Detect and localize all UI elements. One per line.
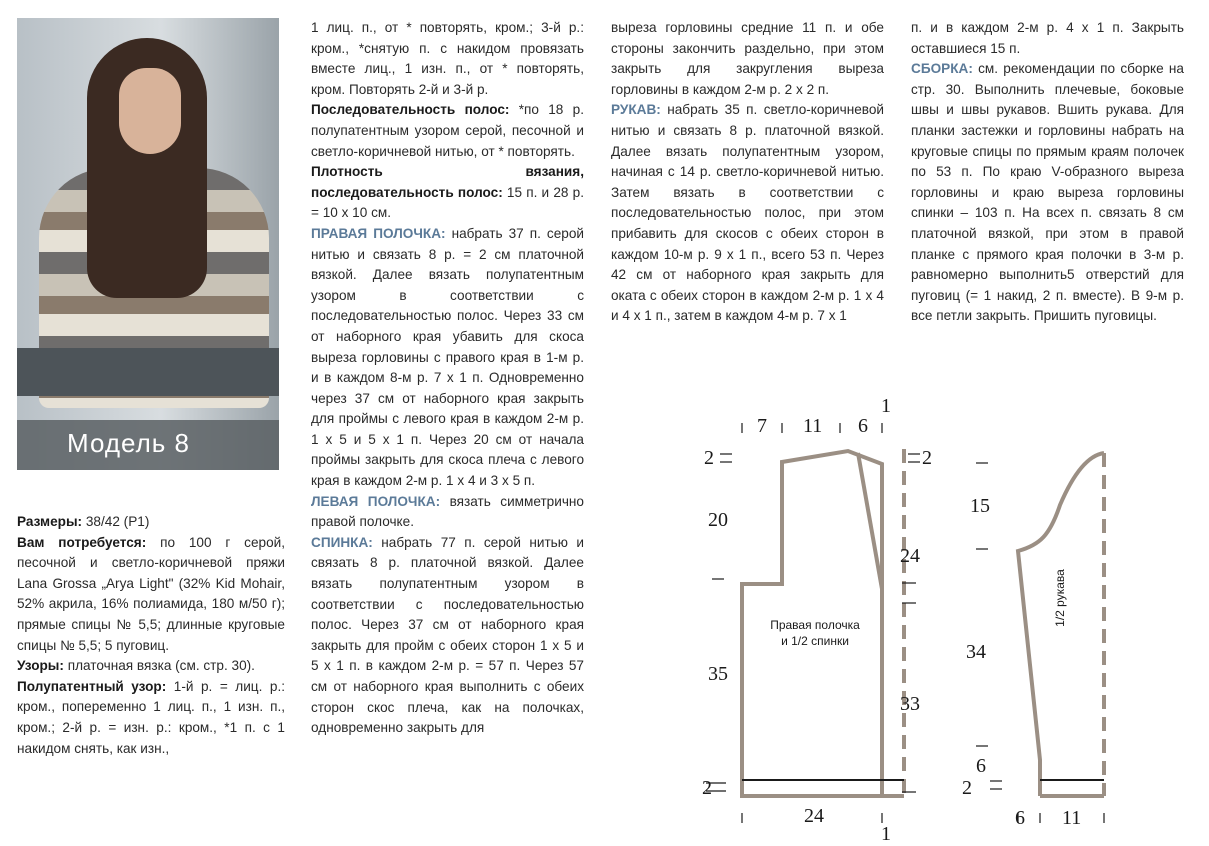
paragraph-heading: Размеры: — [17, 514, 83, 529]
dim-33: 33 — [900, 693, 920, 715]
paragraph-text: 38/42 (Р1) — [82, 514, 150, 529]
paragraph-heading: СПИНКА: — [311, 534, 373, 550]
dim-6-sleeve-bottom: 6 — [1015, 807, 1025, 829]
dim-24-right: 24 — [900, 545, 920, 567]
paragraph — [17, 533, 285, 657]
neck-slope — [858, 453, 882, 589]
paragraph — [611, 18, 884, 100]
table-edge — [17, 348, 279, 396]
dim-6: 6 — [858, 415, 868, 437]
paragraph-text: набрать 77 п. серой нитью и связать 8 р. платочной вязкой. Далее вязать полупатентным узором в соответствии с последовательностью полос. Через 37 см от наборного края закрыть для пройм с обеих сторон 1 х 5 и 5 х 1 п. в каждом 2-м р. = 57 п. Через 57 см от наборного края выполнить с обеих сторон скос плеча, как на полочках, одновременно закрыть для — [311, 534, 584, 736]
dim-24-bottom: 24 — [804, 805, 824, 827]
dim-34: 34 — [966, 641, 986, 663]
dim-2-bottom: 2 — [702, 777, 712, 799]
dim-11: 11 — [803, 415, 823, 437]
text-column-4 — [911, 18, 1184, 327]
paragraph-heading: СБОРКА: — [911, 61, 973, 77]
model-face — [119, 68, 181, 154]
dim-7: 7 — [757, 415, 767, 437]
paragraph-text: см. рекомендации по сборке на стр. 30. Выполнить плечевые, боковые швы и швы рукавов. Вшить рукава. Для планки застежки и горловины набрать на круговые спицы по прямым краям полочек по 53 п. По краю V-образного выреза горловины и краю выреза горловины спинки – 103 п. На всех п. связать 8 см платочной вязкой, при этом в правой планке с прямого края полочки в 3-м р. равномерно выполнить5 отверстий для пуговиц (= 1 накид, 2 п. вместе). В 9-м р. все петли закрыть. Пришить пуговицы. — [911, 61, 1184, 324]
paragraph-text: выреза горловины средние 11 п. и обе стороны закончить раздельно, при этом закрыть для закругления выреза горловины в каждом 2-м р. 2 х 2 п. — [611, 20, 884, 97]
paragraph — [311, 100, 584, 162]
dim-35: 35 — [708, 663, 728, 685]
paragraph-text: п. и в каждом 2-м р. 4 х 1 п. Закрыть оставшиеся 15 п. — [911, 20, 1184, 56]
paragraph-text: 1-й р. = лиц. р.: кром., попеременно 1 лиц. п., 1 изн. п., кром.; 2-й р. = изн. р.: кром., *1 п. с 1 накидом снять, как изн., — [17, 678, 286, 756]
paragraph-heading: Вам потребуется: — [17, 534, 147, 550]
model-photo — [17, 18, 279, 470]
body-piece-label: Правая полочка и 1/2 спинки — [770, 618, 860, 648]
paragraph-text: 15 п. и 28 р. = 10 х 10 см. — [311, 184, 584, 221]
paragraph — [17, 656, 285, 677]
paragraph-heading: РУКАВ: — [611, 102, 661, 118]
model-title: Модель 8 — [67, 428, 191, 458]
paragraph-heading: ЛЕВАЯ ПОЛОЧКА: — [311, 493, 441, 509]
paragraph-heading: Полупатентный узор: — [17, 678, 167, 694]
paragraph — [17, 512, 285, 533]
dim-11-sleeve-bottom: 11 — [1062, 807, 1082, 829]
dim-2-right-top: 2 — [922, 447, 932, 469]
paragraph-text: платочная вязка (см. стр. 30). — [63, 658, 255, 674]
paragraph-heading: ПРАВАЯ ПОЛОЧКА: — [311, 225, 446, 241]
text-column-3 — [611, 18, 884, 327]
paragraph-heading: Плотность вязания, последовательность полос: — [311, 164, 584, 200]
paragraph — [311, 492, 584, 533]
dim-1-top: 1 — [881, 395, 891, 417]
paragraph-heading: Узоры: — [17, 658, 64, 674]
text-column-1 — [17, 512, 285, 759]
paragraph — [17, 677, 285, 759]
paragraph-text: по 100 г серой, песочной и светло-коричневой пряжи Lana Grossa „Arya Light" (32% Kid Mohair, 52% акрила, 16% полиамида, 180 м/50 г); прямые спицы № 5,5; длинные круговые спицы № 5,5; 5 пуговиц. — [17, 534, 285, 653]
dim-20: 20 — [708, 509, 728, 531]
paragraph-text: 1 лиц. п., от * повторять, кром.; 3-й р.: кром., *снятую п. с накидом провязать вместе лиц., 1 изн. п., от * повторять, кром. Повторять 2-й и 3-й р. — [311, 20, 584, 97]
paragraph-text: *по 18 р. полупатентным узором серой, песочной и светло-коричневой нитью, от * повторять. — [311, 102, 585, 159]
text-column-2 — [311, 18, 584, 739]
paragraph — [911, 18, 1184, 59]
dim-2-left-top: 2 — [704, 447, 714, 469]
dim-2-sleeve: 2 — [962, 777, 972, 799]
paragraph-text: вязать симметрично правой полочке. — [311, 493, 584, 530]
paragraph — [911, 59, 1184, 327]
dim-6-sleeve: 6 — [976, 755, 986, 777]
dim-15: 15 — [970, 495, 990, 517]
sleeve-piece-label: 1/2 рукава — [1053, 569, 1067, 627]
paragraph — [311, 533, 584, 739]
dim-1-bottom: 1 — [881, 823, 891, 845]
paragraph — [311, 18, 584, 100]
paragraph-text: набрать 37 п. серой нитью и связать 8 р. = 2 см платочной вязкой. Далее вязать полупатентным узором в соответствии с последовательностью полос. Через 33 см от наборного края убавить для скоса выреза горловины с правого края в 1-м р. и в каждом 8-м р. 7 х 1 п. Одновременно через 37 см от наборного края закрыть для проймы с левого края в каждом 2-м р. 1 х 5 и 5 х 1 п. Через 20 см от начала проймы закрыть для скоса плеча с левого края в каждом 2-м р. 1 х 4 и 3 х 5 п. — [311, 225, 585, 489]
pattern-diagram — [690, 395, 1209, 844]
paragraph — [611, 100, 884, 327]
paragraph-heading: Последовательность полос: — [311, 102, 510, 118]
paragraph-text: набрать 35 п. светло-коричневой нитью и связать 8 р. платочной вязкой. Далее вязать полупатентным узором, начиная с 14 р. светло-коричневой нитью. Затем вязать в соответствии с последовательностью полос, при этом прибавить для скосов с обеих сторон в каждом 10-м р. 9 х 1 п., всего 53 п. Через 42 см от наборного края закрыть для оката с обеих сторон в каждом 2-м р. 1 х 4 и 4 х 1 п., затем в каждом 4-м р. 7 х 1 — [611, 102, 884, 324]
paragraph — [311, 162, 584, 224]
paragraph — [311, 224, 584, 492]
